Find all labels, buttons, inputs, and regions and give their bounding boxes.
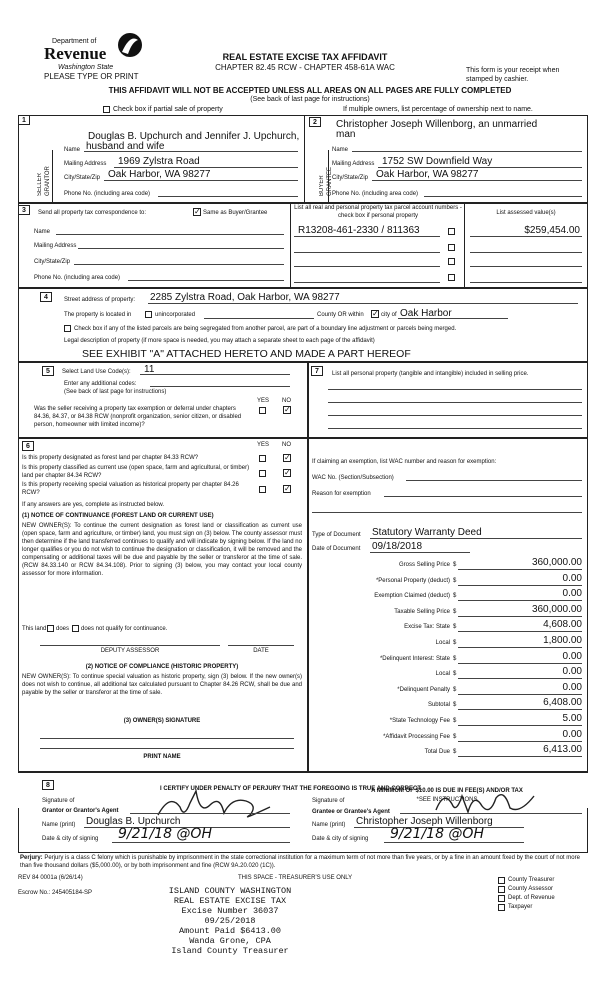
section-4-number: 4 [40,292,52,302]
tax-row-label: Total Due [424,749,450,756]
tax-row-currency: $ [453,733,457,740]
grantee-print-name: Christopher Joseph Willenborg [356,816,493,827]
s3-phone-label: Phone No. (including area code) [34,275,121,281]
tax-row [312,697,584,711]
grantee-date-label: Date & city of signing [312,836,369,842]
doc-type: Statutory Warranty Deed [372,527,482,538]
print-name-label: PRINT NAME [143,754,181,760]
seller-city: Oak Harbor, WA 98277 [108,169,211,180]
section-2-number: 2 [309,117,321,127]
buyer-side-label: BUYER GRANTEE [319,166,333,196]
buyer-phone-label: Phone No. (including area code) [332,191,419,197]
does-label: does [56,626,70,632]
assessed-header: List assessed value(s) [496,210,556,216]
tax-row-value: 360,000.00 [531,557,582,568]
seller-phone-label: Phone No. (including area code) [64,191,151,197]
tax-row-currency: $ [453,577,457,584]
escrow-number: Escrow No.: 245405184-SP [18,890,93,896]
s5-yes-header: YES [257,398,270,404]
tax-row-label: *State Technology Fee [389,718,450,724]
tax-row [312,557,584,571]
personal-property-checkbox-3[interactable] [448,258,455,265]
land-use-code: 11 [144,364,155,375]
stamp-line: Amount Paid $6413.00 [178,926,282,936]
tax-row-currency: $ [453,608,457,615]
copy-label: County Assessor [508,886,554,892]
tax-row [312,619,584,633]
grantee-signature [430,784,540,820]
located-in-label: The property is located in [64,312,132,318]
doc-date-label: Date of Document [312,546,361,552]
grantor-print-name: Douglas B. Upchurch [86,816,181,827]
s3-city-label: City/State/Zip [34,259,71,265]
property-street: 2285 Zylstra Road, Oak Harbor, WA 98277 [150,292,340,303]
grantee-agent-label: Grantee or Grantee's Agent [312,809,390,815]
segregated-checkbox[interactable] [64,325,71,332]
s3-mailing-label: Mailing Address [34,243,77,249]
logo-state: Washington State [58,64,114,71]
tax-row-currency: $ [453,593,457,600]
personal-property-checkbox-2[interactable] [448,244,455,251]
notice1-title: (1) NOTICE OF CONTINUANCE (FOREST LAND OR CURRENT USE) [22,513,214,519]
section-3-number: 3 [18,205,30,215]
minimum-fee-note: A MINIMUM OF $10.00 IS DUE IN FEE(S) AND/OR TAX [371,788,523,794]
s6-yes-header: YES [257,442,270,448]
grantor-print-label: Name (print) [42,822,76,828]
partial-sale-checkbox[interactable] [103,106,110,113]
parcel-number: R13208-461-2330 / 811363 [298,225,420,236]
owner-signature-title: (3) OWNER(S) SIGNATURE [123,718,201,724]
tax-row-currency: $ [453,749,457,756]
wac-claim-label: If claiming an exemption, list WAC number and reason for exemption: [312,459,497,465]
historic-no-checkbox[interactable]: ✓ [284,484,291,493]
same-as-buyer-label: Same as Buyer/Grantee [203,210,268,216]
tax-row [312,635,584,649]
notice1-body: NEW OWNER(S): To continue the current designation as forest land or classification as current use (open space, farm and agriculture, or timber) land, you must sign on (3) below. The county assessor must then determine if the land transferred continues to qualify and will indicate by signing below. If the land no longer qualifies or you do not wish to continue the designation or classification, it will be removed and the compensating or additional taxes will be due and payable by the seller or transferor at the time of sale. (RCW 84.33.140 or RCW 84.34.108). Prior to signing (3) below, you may contact your local county assessor for more information. [22,523,302,577]
tax-row [312,682,584,696]
tax-row-value: 0.00 [562,588,582,600]
grantor-agent-label: Grantor or Grantor's Agent [42,808,119,814]
city-of-checkbox[interactable]: ✓ [372,309,379,318]
multiple-owners-note: If multiple owners, list percentage of ownership next to name. [343,106,533,113]
current-use-question: Is this property classified as current use (open space, farm and agricultural, or timber) land per chapter 84.34 RCW? [22,465,250,479]
tax-row [312,666,584,680]
s6-no-header: NO [282,442,291,448]
dor-logo [44,30,144,74]
seller-name-line1: Douglas B. Upchurch and Jennifer J. Upchurch, [88,131,300,142]
certify-statement: I CERTIFY UNDER PENALTY OF PERJURY THAT THE FOREGOING IS TRUE AND CORRECT. [160,786,423,792]
tax-row-value: 1,800.00 [543,635,582,646]
tax-row-label: *Affidavit Processing Fee [383,733,450,740]
notice2-title: (2) NOTICE OF COMPLIANCE (HISTORIC PROPERTY) [85,664,239,670]
tax-row-label: Excise Tax: State [404,624,450,631]
seller-mailing-label: Mailing Address [64,161,107,167]
section-8-number: 8 [42,780,54,790]
exemption-yes-checkbox[interactable] [259,407,266,414]
tax-row-label: Gross Selling Price [398,562,450,568]
perjury-note [20,854,586,870]
forest-yes-checkbox[interactable] [259,455,266,462]
form-revision: REV 84 0001a (6/26/14) [18,875,83,881]
stamp-line: Excise Number 36037 [181,906,279,916]
tax-row-value: 0.00 [562,681,582,693]
unincorporated-checkbox[interactable] [145,311,152,318]
send-correspondence-label: Send all property tax correspondence to: [38,210,147,216]
tax-row [312,713,584,727]
tax-row-label: Subtotal [427,702,450,709]
seller-name-label: Name [64,147,81,153]
seller-mailing: 1969 Zylstra Road [118,156,200,167]
street-label: Street address of property: [64,297,136,303]
grantor-date-label: Date & city of signing [42,836,99,842]
logo-dept-text: Department of [52,38,97,45]
tax-row [312,651,584,665]
current-use-no-checkbox[interactable]: ✓ [284,468,291,477]
forest-no-checkbox[interactable]: ✓ [284,453,291,462]
personal-property-checkbox-4[interactable] [448,274,455,281]
exemption-reason-label: Reason for exemption [312,491,371,497]
copy-checkbox[interactable] [498,886,505,893]
additional-codes-label: Enter any additional codes: [64,381,137,387]
tax-row-currency: $ [453,702,457,709]
buyer-mailing: 1752 SW Downfield Way [382,156,493,167]
legal-description: SEE EXHIBIT "A" ATTACHED HERETO AND MADE A PART HEREOF [82,348,411,360]
tax-row-label: *Delinquent Interest: State [379,655,450,662]
seller-side-label: SELLER GRANTOR [37,166,51,196]
tax-row-value: 0.00 [562,728,582,740]
tax-row-label: Local [435,640,450,646]
grantee-date-city: 9/21/18 @OH [390,826,484,842]
stamp-line: 09/25/2018 [204,916,256,926]
this-land-label: This land [22,626,47,632]
see-back-note: (See back of last page for instructions) [250,96,370,103]
doc-date: 09/18/2018 [372,541,423,552]
current-use-yes-checkbox[interactable] [259,470,266,477]
personal-property-label: List all personal property (tangible and intangible) included in selling price. [332,371,529,377]
copy-checkbox[interactable] [498,877,505,884]
grantor-date-city: 9/21/18 @OH [118,826,212,842]
deputy-date-label: DATE [253,648,269,654]
treasurer-stamp [150,886,310,956]
grantee-print-label: Name (print) [312,822,346,828]
tax-row-value: 0.00 [562,666,582,678]
logo-word: Revenue [44,44,107,63]
buyer-name-line1: Christopher Joseph Willenborg, an unmarried [336,119,538,130]
tax-row-currency: $ [453,655,457,662]
does-not-label: does not qualify for continuance. [81,626,168,632]
does-qualify-checkbox[interactable] [47,625,54,632]
tax-row-value: 360,000.00 [531,603,582,615]
buyer-city-label: City/State/Zip [332,175,369,181]
stamp-line: ISLAND COUNTY WASHINGTON [168,886,292,896]
copy-label: Dept. of Revenue [508,895,555,901]
grantee-sig-of: Signature of [312,798,345,804]
copy-label: County Treasurer [508,877,555,883]
copy-label: Taxpayer [508,904,533,910]
copy-checkbox[interactable] [498,904,505,911]
wa-logo-icon [116,30,144,60]
buyer-city: Oak Harbor, WA 98277 [376,169,479,180]
section-1-number: 1 [18,115,30,125]
tax-row-value: 6,413.00 [543,744,582,756]
buyer-mailing-label: Mailing Address [332,161,375,167]
tax-row-currency: $ [453,562,457,568]
seller-name-line2: husband and wife [86,141,165,152]
seller-city-label: City/State/Zip [64,175,101,181]
does-not-qualify-checkbox[interactable] [72,625,79,632]
same-as-buyer-checkbox[interactable]: ✓ [194,207,201,216]
perjury-title: Perjury: [20,855,43,861]
tax-row [312,744,584,758]
tax-row-label: Exemption Claimed (deduct) [374,593,450,600]
tax-row-label: Taxable Selling Price [394,608,450,615]
deputy-assessor-label: DEPUTY ASSESSOR [100,648,160,654]
personal-property-checkbox-1[interactable] [448,228,455,235]
tax-row-label: Local [435,671,450,678]
section-5-number: 5 [42,366,54,376]
grantor-sig-of: Signature of [42,798,75,804]
form-subtitle: CHAPTER 82.45 RCW - CHAPTER 458-61A WAC [215,63,395,72]
tax-row [312,604,584,618]
treasurer-use-only: THIS SPACE - TREASURER'S USE ONLY [238,875,353,881]
tax-row-currency: $ [453,686,457,693]
tax-row-value: 6,408.00 [543,697,582,709]
property-city: Oak Harbor [400,308,452,319]
print-note: PLEASE TYPE OR PRINT [44,72,139,81]
county-within-label: County OR within [317,312,364,318]
copy-checkbox[interactable] [498,895,505,902]
wac-number-label: WAC No. (Section/Subsection) [312,475,394,481]
tax-row-label: *Personal Property (deduct) [375,577,450,584]
tax-row-value: 4,608.00 [543,619,582,631]
land-use-label: Select Land Use Code(s): [62,369,131,375]
tax-row-currency: $ [453,624,457,631]
historic-question: Is this property receiving special valuation as historical property per chapter 84.26 RCW? [22,482,239,496]
tax-row-label: *Delinquent Penalty [397,686,450,693]
tax-row-value: 5.00 [562,713,582,724]
doc-type-label: Type of Document [312,532,361,538]
perjury-text: Perjury is a class C felony which is punishable by imprisonment in the state correctional institution for a maximum term of not more than five years, or by a fine in an amount fixed by the court of not more than five thousand dollars ($5,000.00), or by both imprisonment and fine (RCW 9A.20.020 (1C)). [20,855,580,869]
stamp-line: Wanda Grone, CPA [189,936,271,946]
tax-row [312,573,584,587]
if-yes-note: If any answers are yes, complete as instructed below. [22,502,165,508]
tax-row-value: 0.00 [562,650,582,662]
warning-text: THIS AFFIDAVIT WILL NOT BE ACCEPTED UNLESS ALL AREAS ON ALL PAGES ARE FULLY COMPLETED [108,86,512,95]
legal-description-label: Legal description of property (if more space is needed, you may attach a separate sheet to each page of the affidavit) [64,338,375,344]
parcel-header: List all real and personal property tax parcel account numbers - check box if personal property [294,205,462,219]
section-6-number: 6 [22,441,34,451]
partial-sale-label: Check box if partial sale of property [113,106,223,113]
tax-row-value: 0.00 [562,572,582,584]
exemption-no-checkbox[interactable]: ✓ [284,405,291,414]
historic-yes-checkbox[interactable] [259,486,266,493]
tax-row-currency: $ [453,640,457,646]
notice2-body: NEW OWNER(S): To continue special valuation as historic property, sign (3) below. If the new owner(s) does not wish to continue, all additional tax calculated pursuant to Chapter 84.26 RCW, shall be due and payable by the seller or transferor at the time of sale. [22,674,302,696]
form-title: REAL ESTATE EXCISE TAX AFFIDAVIT [222,52,388,62]
buyer-name-line2: man [336,129,356,140]
section-7-number: 7 [311,366,323,376]
stamp-line: REAL ESTATE EXCISE TAX [173,896,287,906]
assessed-value: $259,454.00 [524,225,580,236]
buyer-name-label: Name [332,147,349,153]
stamp-line: Island County Treasurer [171,946,289,956]
tax-row-currency: $ [453,718,457,724]
forest-land-question: Is this property designated as forest land per chapter 84.33 RCW? [22,455,199,461]
receipt-note: This form is your receipt when stamped by cashier. [466,67,560,83]
s3-name-label: Name [34,229,51,235]
tax-row-currency: $ [453,671,457,678]
city-of-label: city of [381,312,397,318]
unincorporated-label: unincorporated [155,312,196,318]
see-instructions-note: *SEE INSTRUCTIONS [416,797,478,803]
s5-no-header: NO [282,398,291,404]
segregated-note: Check box if any of the listed parcels are being segregated from another parcel, are part of a boundary line adjustment or parcels being merged. [74,326,457,332]
exemption-question: Was the seller receiving a property tax exemption or deferral under chapters 84.36, 84.37, or 84.38 RCW (nonprofit organization, senior citizen, or disabled person, homeowner with limited income)? [34,406,242,428]
s5-see-back: (See back of last page for instructions) [64,389,167,395]
tax-row [312,588,584,602]
tax-row [312,729,584,743]
